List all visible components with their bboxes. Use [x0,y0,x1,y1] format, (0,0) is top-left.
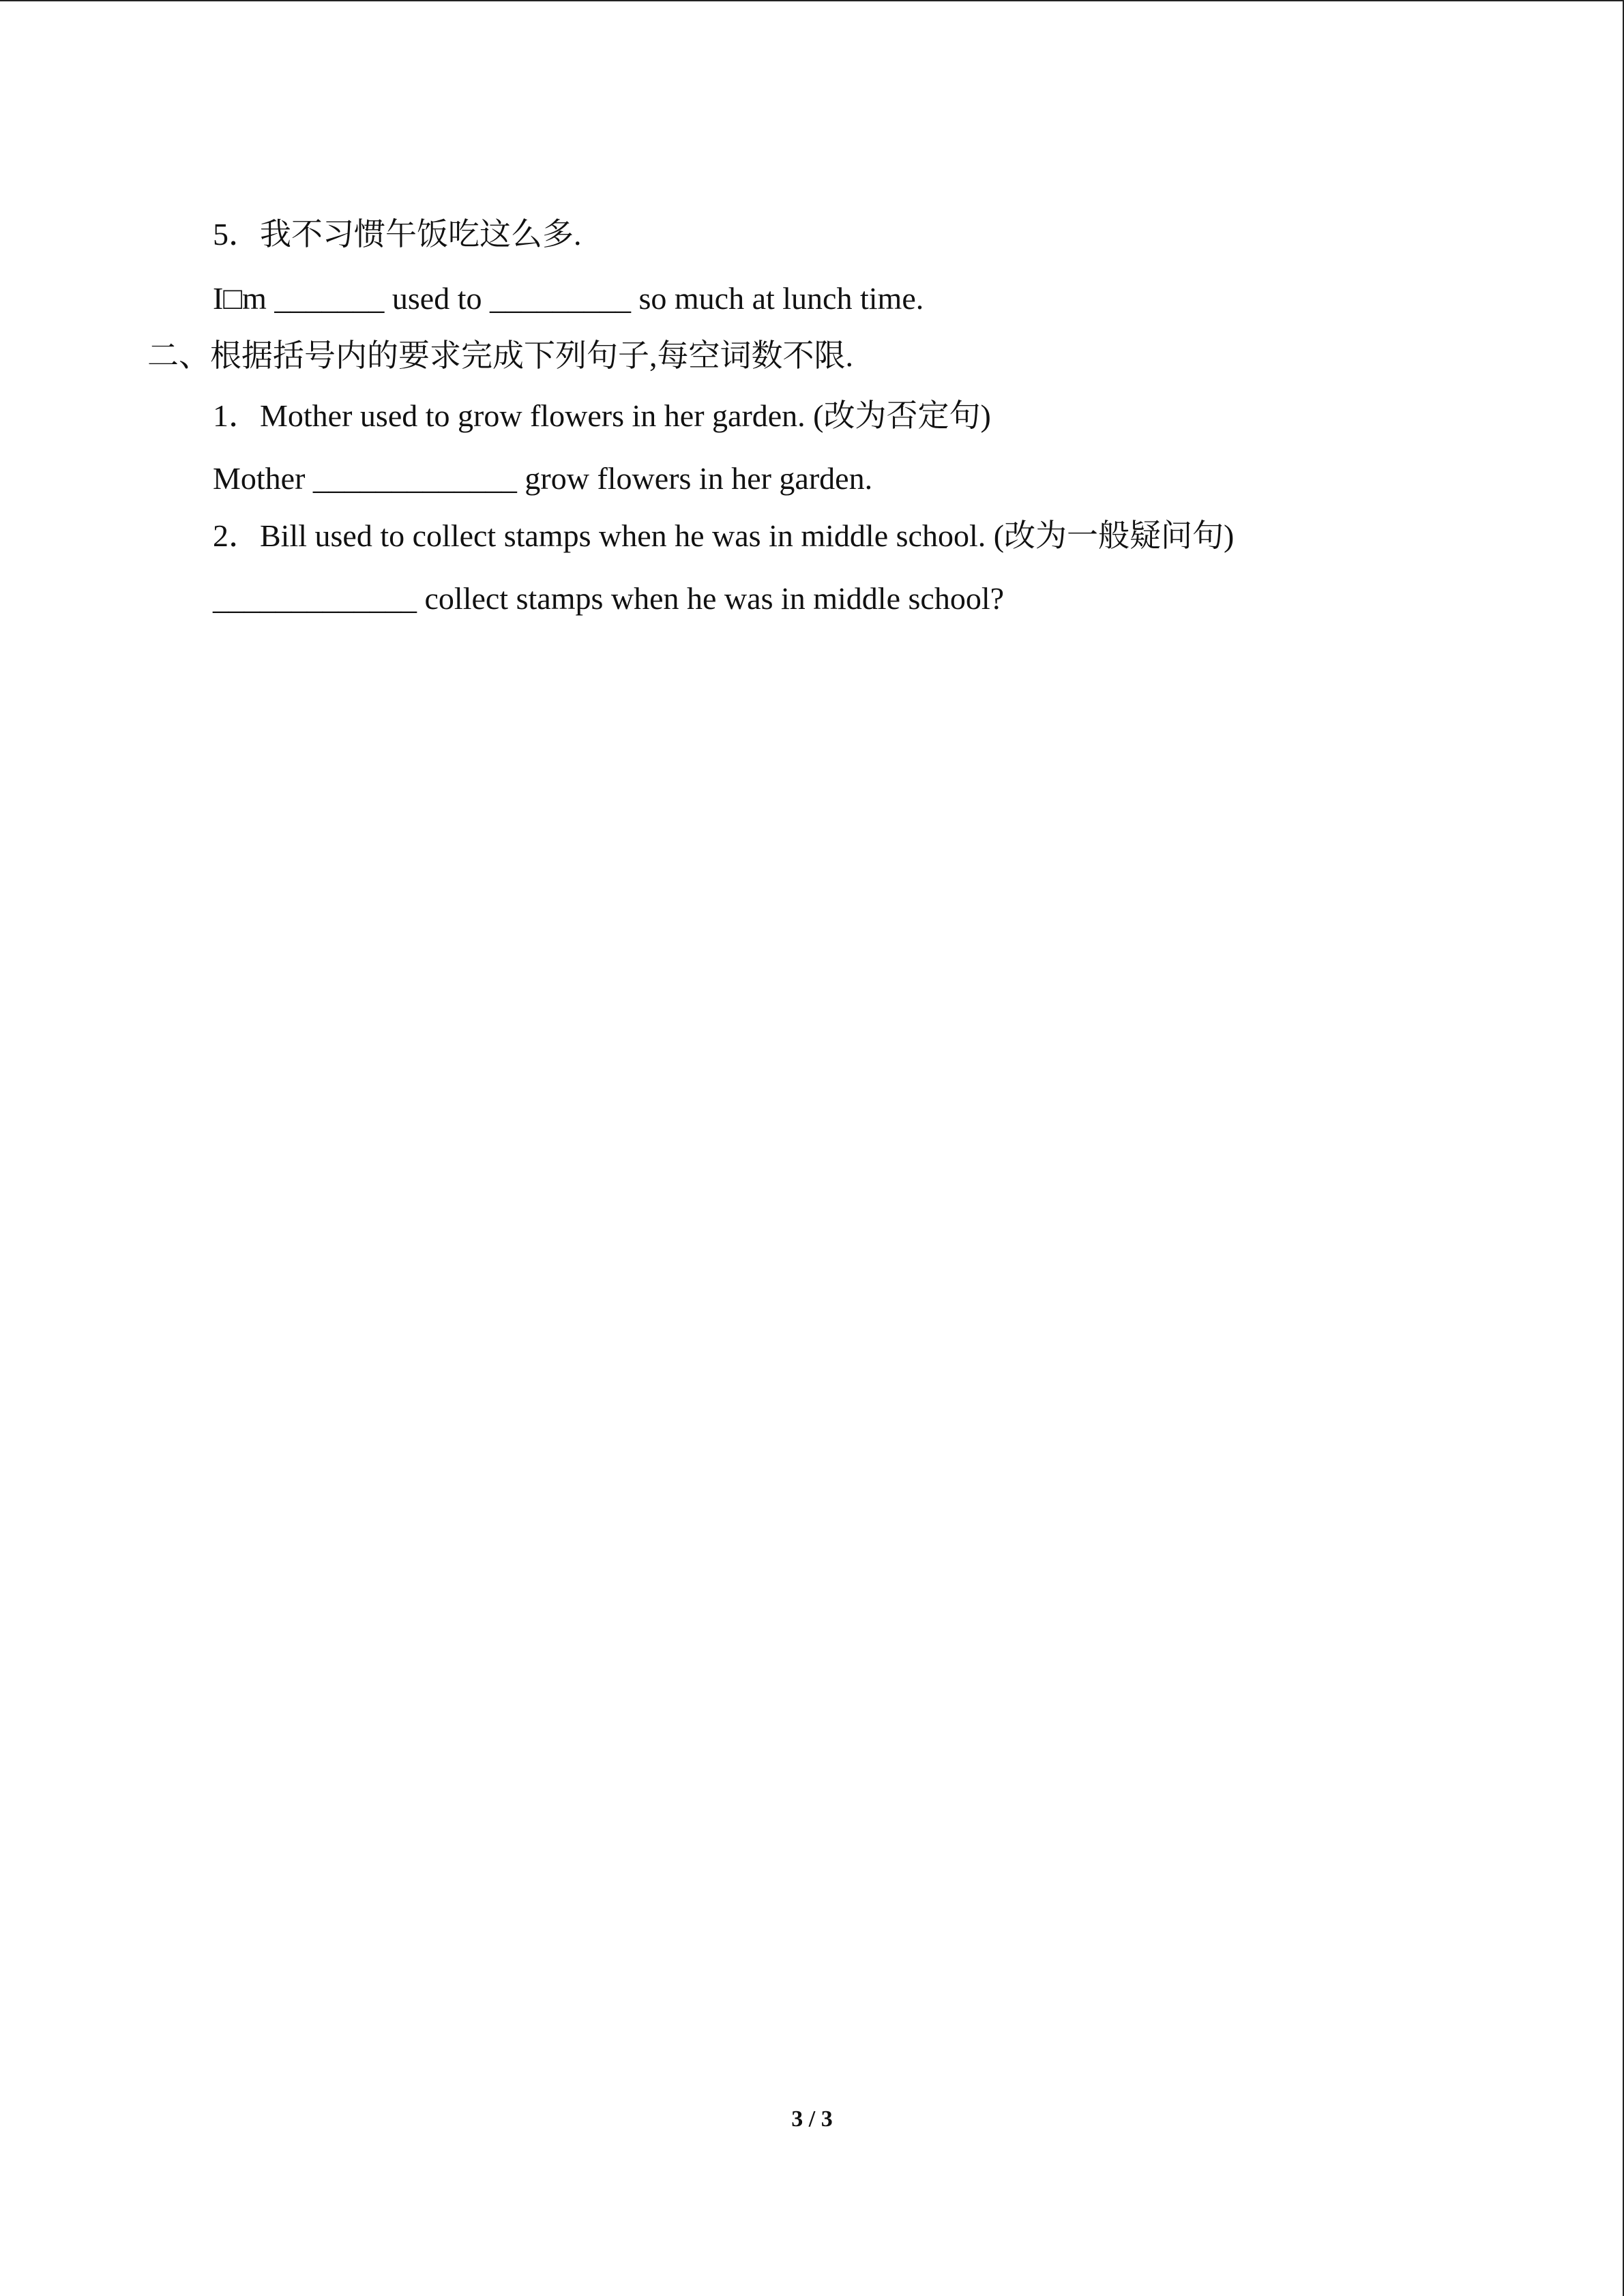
section-2-answer-1: Mother _____________ grow flowers in her garden. [213,461,873,496]
section-2-question-1: 1．Mother used to grow flowers in her garden. (改为否定句) [213,398,991,433]
question-5-english-blank: I□m _______ used to _________ so much at lunch time. [213,281,924,316]
page-number: 3 / 3 [791,2106,833,2132]
page-border-top [0,0,1624,1]
question-5-chinese: 5．我不习惯午饭吃这么多. [213,217,582,252]
section-2-heading: 二、根据括号内的要求完成下列句子,每空词数不限. [147,338,853,373]
section-2-question-2: 2．Bill used to collect stamps when he was in middle school. (改为一般疑问句) [213,518,1235,553]
section-2-answer-2: _____________ collect stamps when he was in middle school? [213,581,1005,616]
